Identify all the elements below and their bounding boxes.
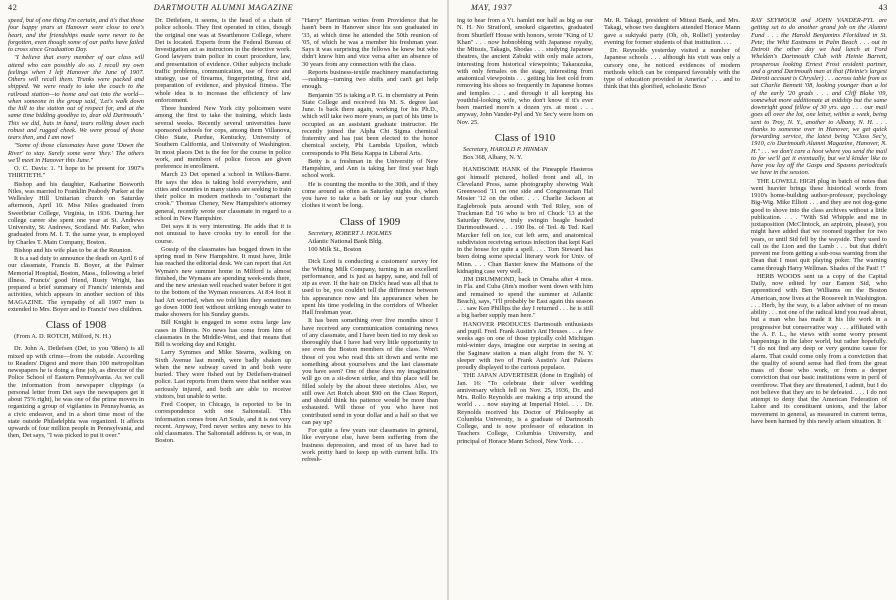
paragraph: Bill Knight is engaged in some extra large law cases in Illinois. No news has come from him of classmates in the Middle-West, and that means that Bill is working day and Knight.	[155, 319, 291, 348]
paragraph: ing to hear from a Vt. hamlet nor half as big as our N. H. No Stratford, smoked cigarettes, graduated from Shurtleff House with honors, wrote "King of U Khan" . . . now hobnobbing with Japanese royalty, the Mitsuis, Takagis, Shodas . . . studying Japanese theatres, the ancient Zabuki with only male actors, interesting from historical viewpoints; Takarazuka, with only females on the stage, interesting from anatomical viewpoints . . . getting his feet cold from removing his shoes so frequently in Japanese homes and temples . . . and through it all keeping his youthful-looking wife, who don't know if it's ever been married more'n a dozen yrs. at most . . . anyway, John Vander-Pyl and Ye Sec'y were born on Nov. 25.	[457, 17, 593, 126]
class-heading: Class of 1908	[45, 319, 107, 331]
class-secretary: Secretary, HAROLD P. HINMAN	[463, 145, 548, 153]
paragraph: JIM DRUMMOND, back in Omaha after 4 mos. in Fla. and Cuba (Jim's mother went down with him and remained to spend the summer at Atlantic Beach), says, "I'll probably be East again this season . . . saw Ken Phillips the day I returned . . . he is still a big barber supply man here."	[457, 276, 593, 320]
paragraph: O. C. Davis: 1. "I hope to be present for 1907's THIRTIETH."	[8, 165, 144, 180]
paragraph: THE LOWELL HIGH plug in batch of notes that went heavier brings these historical words from 1910's home-building author-professor, psychology Big-Wig. Mike Elliott . . . and they are not dog-gone good to shove into the class archives without a little publication. . . . "With Sid Whipple and me in juxtaposition (McClintock, an azpiroin, please), you might have added that we roomed together for two years, or until Sid fell by the wayside. They used to call us the Lion and the Lamb . . . but that didn't prevent me from getting a sub-rosa warning from the Dean that I must quit playing poker. The warning came through Harry Wellman. Shades of the Past! !"	[751, 177, 887, 272]
running-head: MAY, 1937	[471, 3, 513, 12]
column-6	[751, 17, 887, 598]
paragraph: RAY SEYMOUR and JOHN VANDER-PYL are getting set to do another grand job on the Alumni Fund . . . the Harold Benjamins Floridized in St. Pete; the Whit Eastmans in Palm Beach . . . out in Detroit the other day we had lunch at Ford Whelden's Dartmouth Club with Heinie Barrett, prosperous looking Ernest Frost resident partner, and a grand Dartmouth man at that (Heinie's largest Detroit account is Chrysler) . . . across table from us sat Charlie Bennett '08, looking younger than a lot of the early '20 grads . . . and Cliff Blake '09, somewhat more additionate at midship but the same downright good fellow of 30 yrs. ago . . . our mail goes all over the lot, one letter, within a week, being sent to Troy, N. Y., another to Albany, N. H. . . . thanks to someone over in Hanover, we get quick forwarding service, the latest being "Class Sec'y, 1910, c/o Dartmouth Alumni Magazine, Hanover, N. H." . . . we don't care a hoot where you send the mail to for we'll get it eventually, but we'd kinder like to have you lay off the Gasps and Spasms periodicals we have in the session.	[751, 17, 887, 177]
right-columns	[457, 17, 888, 598]
paragraph: It has been something over five months since I have received any communication containing news of any classmate, and I have been tied to my desk so thoroughly that I have had very little opportunity to see even the Boston members of the class. Won't those of you who read this sit down and write me something about yourselves and the last classmate you have seen? One of these days my imagination will go on a sit-down strike, and this place will be filled solely by the about three sterioles. Also, we still owe Art Rotch about $90 on the Class Report, and should think his patience would be more than exhausted. Will those of you who have not contributed send in your dollar and a half so that we can pay up?	[302, 317, 438, 426]
right-page	[449, 0, 896, 600]
paragraph: Dr. Reynolds yesterday visited a number of Japanese schools . . . although his visit was only a cursory one, he noticed evidences of modern methods which can be compared favorably with the type of education provided in America" . . . and to think that this glorified, scholastic Boso	[604, 47, 740, 91]
left-page-header	[8, 3, 439, 15]
paragraph: "Harry" Harriman writes from Providence that he hasn't been in Hanover since his son graduated in '33, at which time he attended the 50th reunion of '05, of which he was a member his freshman year. Says it was surprising the fellows he knew but who didn't know him and vice versa after an absence of 30 years from any connection with the class.	[302, 17, 438, 68]
paragraph: Reports business-textile machinery manufacturing—rushing—turning two shifts and can't get help enough.	[302, 68, 438, 91]
paragraph: Mr. R. Takagi, president of Mitsui Bank, and Mrs. Takagi, whose two daughters attended Horace Mann gave a sukiyaki party (Oh, oh, Rollie!) yesterday evening for former students of that institution. . . .	[604, 17, 740, 46]
paragraph: "Some of those classmates have gone 'Down the River' to stay. Surely some were 'they.' The others we'll meet in Hanover this June."	[8, 142, 144, 164]
secretary-address: Atlantic National Bank Bldg.	[308, 237, 383, 245]
column-3	[302, 17, 438, 598]
class-byline: (From A. D. ROTCH, Milford, N. H.)	[14, 333, 111, 340]
page-number: 42	[8, 3, 18, 12]
paragraph: Dr. John A. Detlefsen (Det, to you '08ers) is all mixed up with crime—from the outside. According to Readers' Digest and more than 100 metropolitan newspapers he is doing a fine job, as director of the Police School of Eastern Pennsylvania. As we cull the information from newspaper clippings (a personal letter from Det says the newspapers get it about 75% right), he was one of the prime movers in organizing a group of vigilantes in Pennsylvania, as a civic endeavor, and in a short time most of the state outside Philadelphia was organized. It affects upwards of four million people in Pennsylvania, and then, Det says, "I was picked to put it over."	[8, 345, 144, 440]
paragraph: speed, but of one thing I'm certain, and it's that those four happy years at Hanover were close to one's heart, and the friendships made were never to be forgotten, even though some of our paths have failed to cross since Graduation Day.	[8, 17, 144, 53]
paragraph: Three hundred New York city policemen were among the first to take the training, which lasts several weeks. Recently several universities have sponsored schools for cops, among them Villanova, Ohio State, Purdue, Kentucky, University of Southern California, and University of Washington. In most places Det is the fee for the course in police work, and members of police forces are given preference in enrollment.	[155, 105, 291, 170]
paragraph: Dr. Detlefsen, it seems, is the head of a chain of police schools. They first operated in cities, though the original one was at Swarthmore College, where Det is located. Experts from the Federal Bureau of Investigation act as instructors in the detective work. Good lawyers train police in court procedure, law, and presentation of evidence. Other subjects include traffic problems, communication, use of force and strategy, use of firearms, fingerprinting, first aid, preparation of evidence, and physical fitness. The whole idea is to increase the efficiency of law enforcement.	[155, 17, 291, 104]
secretary-address: Box 368, Albany, N. Y.	[463, 154, 523, 161]
paragraph: For quite a few years our classmates in general, like everyone else, have been suffering from the business depression, and most of us have had to work pretty hard to keep up with current bills. It's refresh-	[302, 427, 438, 463]
left-columns	[8, 17, 439, 598]
right-page-header	[457, 3, 888, 15]
class-heading: Class of 1910	[494, 131, 556, 144]
paragraph: THE JAPAN ADVERTISER (done in English) of Jan. 16: "To celebrate their silver wedding anniversary which fell on Nov. 25, 1936, Dr. and Mrs. Rollo Reynolds are making a trip around the world . . . now staying at Imperial Hotel. . . . Dr. Reynolds received his Doctor of Philosophy at Columbia University, is a graduate of Dartmouth College, and is now professor of education in Teachers College, Columbia University, and principal of Horace Mann School, New York. . . .	[457, 372, 593, 445]
paragraph: Dick Lord is conducting a customers' survey for the Whiting Milk Company, turning in an excellent performance, and is just as happy, sane, and full of zip as ever. If the hair on Dick's head was all that is used to be, you couldn't tell the difference between his appearance now and his appearance when he spent his time yodeling in the corridors of Wheeler Hall freshman year.	[302, 258, 438, 316]
paragraph: It is a sad duty to announce the death on April 6 of our classmate, Francis B. Boyer, at the Palmer Memorial Hospital, Boston, Mass., following a brief illness. Francis' good friend, Rusty Wright, has prepared a brief summary of Francis' interests and activities, which appears in another section of this MAGAZINE. The sympathy of all 1907 men is extended to Mrs. Boyer and to Francis' two children.	[8, 255, 144, 313]
paragraph: "I believe that every member of our class will attend who can possibly do so. I recall my own feelings when I left Hanover the June of 1907. Others will recall them. Trunks were packed and shipped. We were ready to take the coach to the railroad station—to home and out into the world—when someone in the group said, 'Let's walk down the hill to the station out of respect for, and at the same time bidding goodbye to, dear old Dartmouth.' This we did, hats in hand, tears rolling down each robust and rugged cheek. We were proud of those tears then, and I am now!	[8, 54, 144, 141]
paragraph: Betty is a freshman in the University of New Hampshire, and Ann is taking her first year high school work.	[302, 157, 438, 180]
class-heading: Class of 1909	[339, 215, 401, 228]
paragraph: Larry Symmes and Mike Stearns, walking on Sixth Avenue last month, were badly shaken up when the new subway caved in and both were buried. They were fished out by Detlefsen-trained police. Last reports from them were that neither was seriously injured, and both are able to receive visitors, but unable to write.	[155, 349, 291, 400]
paragraph: Det says it is very interesting. He adds that it is not unusual to have crooks try to enroll for the course.	[155, 223, 291, 245]
class-secretary: Secretary, ROBERT J. HOLMES	[308, 229, 392, 237]
paragraph: Fred Cooper, in Chicago, is reported to be in correspondence with one Saltonstall. This information comes from Art Soule, and it is not very recent. Anyway, Fred never writes any news to his old classmates. The Saltonstall address is, or was, in Boston.	[155, 401, 291, 445]
page-number: 43	[878, 3, 888, 12]
paragraph: March 23 Det opened a school in Wilkes-Barre. He says the idea is taking hold everywhere, and cities and counties in many states are seeking to train their police in modern methods to "outsmart the crook." Thomas Cheney, New Hampshire's attorney general, recently wrote our classmate in regard to a school in New Hampshire.	[155, 171, 291, 222]
paragraph: HANOVER PRODUCES Dartmouth enthusiasts and pupil. Fred. Frank Austin's Ant Houses . . . a few weeks ago on one of those typically cold Michigan mid-winter days, imagine our surprise in seeing at the Saginaw station a man alight from the N. Y. sleeper with two of Frank Austin's Ant Palaces proudly displayed to the curious populace.	[457, 320, 593, 371]
paragraph: Bishop and his daughter, Katharine Bosworth Niles, was married to Franklin Peabody Parker at the Wellesley Hill Unitarian church on Saturday afternoon, April 10. Miss Niles graduated from Sweetbriar College, Virginia, in 1936. During her college career she spent one year at St. Andrews University, St. Andrews, Scotland. Mr. Parker, who graduated from M. I. T. the same year, is employed by Charles T. Main Company, Boston.	[8, 180, 144, 246]
paragraph: Bishop and his wife plan to be at the Reunion.	[14, 246, 133, 254]
column-2	[155, 17, 291, 598]
paragraph: He is counting the months to the 30th, and if they come around as often as Saturday nights do, when you have to take a bath or lay out your church clothes it won't be long.	[302, 180, 438, 210]
secretary-address: 100 Milk St., Boston	[308, 246, 362, 253]
paragraph: Benjamin '35 is taking a P. G. in chemistry at Penn State College and received his M. S. degree last June. Is back there again, working for his Ph.D., which will take two more years, as part of his time is occupied as an assistant graduate instructor. He recently joined the Alpha Chi Sigma chemical fraternity and has just been elected to the honor chemical society, Phi Lambda Upsilon, which corresponds to Phi Beta Kappa in Liberal Arts.	[302, 91, 438, 157]
column-5	[604, 17, 740, 598]
left-page	[0, 0, 447, 600]
paragraph: HANDSOME HANK of the Pineapple Hasteros got himself pictured, bolled front and all, in Cleveland Press, same photography showing Walt Greenwood '11 on one side and Congressman Hal Mosier '12 on the other. . . . Charlie Jackson at Eaglebrook puts around with Ted Riley, son of Trackman Ed '16 who is bro of Chuck '13 at the Saturday Review, truly swingin beagle beaded Dartmouthward. . . . 190 lbs. of Ted. & Ted. Karl Marcker fell on ice, cut left arm, and anatomical subdivision receiving serious infection that kept Karl in the house for quite a spell. . . . Tom Steward has been doing some special literary work for Univ. of Minn. . . . Chan Baxter knew the Mattsons of the kidnaping case very well.	[457, 166, 593, 275]
column-4	[457, 17, 593, 598]
running-head: DARTMOUTH ALUMNI MAGAZINE	[153, 3, 294, 12]
paragraph: Gossip of the classmates has bogged down in the spring mud in New Hampshire. It must have, little has reached the editorial desk. We can report that Art Wyman's new summer home in Milford is almost finished, the Wymans are spending week-ends there, and the new artesian well reached water before it got to the bottom of the Wyman resources. At 8:4 foot it had Art worried, when we told him they sometimes go down 1000 feet without striking enough water to make showers for his Sunday guests.	[155, 245, 291, 318]
column-1	[8, 17, 144, 598]
paragraph: HERB WOODS sent us a copy of the Capital Daily, now edited by our Eamon Sid, who apprenticed with Ben Williams on the Boston American, now lives at the Roosevelt in Washington. . . . Herb, by the way, is a labor adviser of no mean ability . . . not one of the radical kind you read about, but a man who has made it his life work in a progressive but conservative way . . . affiliated with the A. F. L., he views with some worry present happenings in the labor world, but rather hopefully. "I do not find any deep or very genuine cause for alarm. That could come only from a conviction that the quality of sound sense had fled from the great mass of those who work, or from a deeper conviction that our basic institutions were in peril of overthrow. That they are threatened, I admit, but I do not believe that they are to be defeated. . . . I do not attempt to deny that the American Federation of Labor and its constituent unions, and the labor movement in general, as measured in current terms, have been harmed by this newly arisen situation. It	[751, 272, 887, 425]
